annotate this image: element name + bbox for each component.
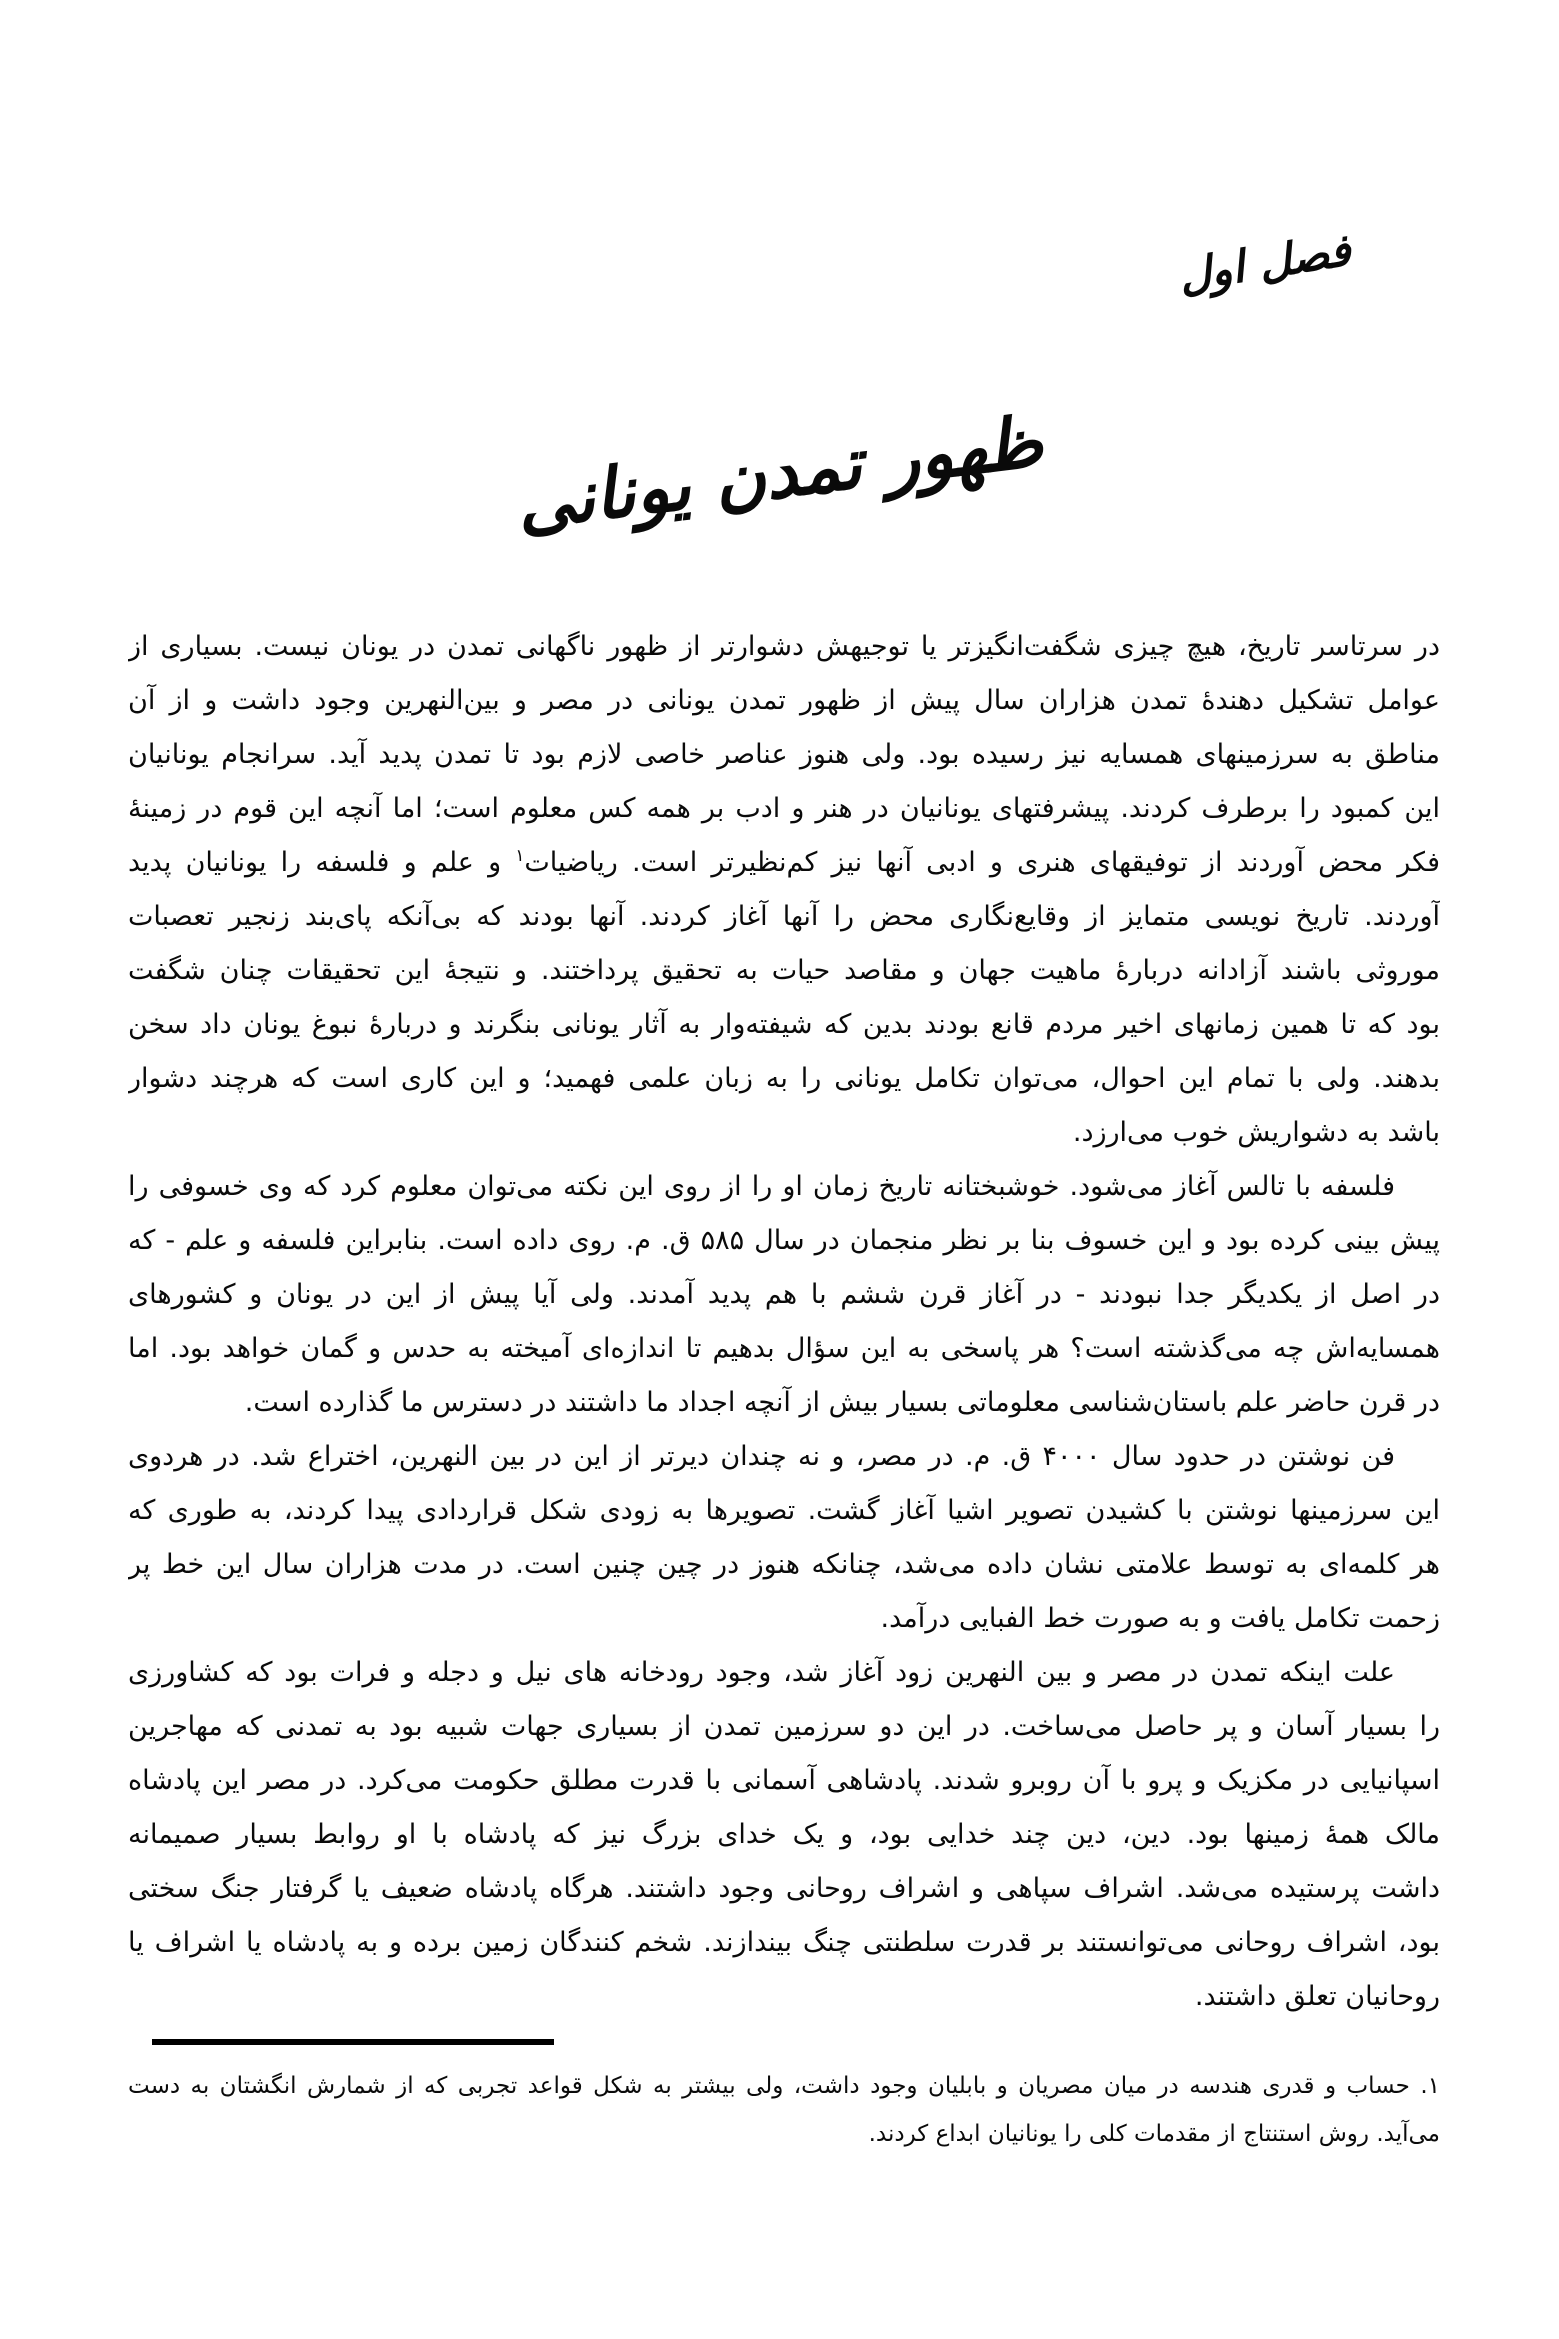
- body-line: فلسفه با تالس آغاز می‌شود. خوشبختانه تاریخ زمان او را از روی این نکته می‌توان معلوم کرد که وی خسوفی را: [128, 1171, 1395, 1202]
- body-line: زحمت تکامل یافت و به صورت خط الفبایی درآمد.: [880, 1603, 1440, 1634]
- body-line: بدهند. ولی با تمام این احوال، می‌توان تکامل یونانی را به زبان علمی فهمید؛ و این کاری است که هرچند دشوار: [128, 1063, 1440, 1094]
- body-line: هر کلمه‌ای به توسط علامتی نشان داده می‌شد، چنانکه هنوز در چین چنین است. در مدت هزاران سال این خط پر: [128, 1549, 1440, 1580]
- body-line: این کمبود را برطرف کردند. پیشرفتهای یونانیان در هنر و ادب بر همه کس معلوم است؛ اما آنچه این قوم در زمینهٔ: [128, 793, 1440, 824]
- footnote-separator: [152, 2039, 554, 2045]
- footnote: [128, 2062, 1440, 2158]
- body-line: در سرتاسر تاریخ، هیچ چیزی شگفت‌انگیزتر یا توجیهش دشوارتر از ظهور ناگهانی تمدن در یونان نیست. بسیاری از: [128, 631, 1440, 662]
- body-line: باشد به دشواریش خوب می‌ارزد.: [1072, 1117, 1440, 1148]
- body-line: عوامل تشکیل دهندهٔ تمدن هزاران سال پیش از ظهور تمدن یونانی در مصر و بین‌النهرین وجود داشت و از آن: [128, 685, 1440, 716]
- body-line: در قرن حاضر علم باستان‌شناسی معلوماتی بسیار بیش از آنچه اجداد ما داشتند در دسترس ما گذارده است.: [244, 1387, 1440, 1418]
- body-line: [128, 836, 1440, 890]
- body-line: بود، اشراف روحانی می‌توانستند بر قدرت سلطنتی چنگ بیندازند. شخم کنندگان زمین برده و به پادشاه یا اشراف یا: [128, 1927, 1440, 1958]
- body-line: آوردند. تاریخ نویسی متمایز از وقایع‌نگاری محض را آنها آغاز کردند. آنها بودند که بی‌آنکه پای‌بند زنجیر تعصبات: [128, 901, 1440, 932]
- body-line: مناطق به سرزمینهای همسایه نیز رسیده بود. ولی هنوز عناصر خاصی لازم بود تا تمدن پدید آید. سرانجام یونانیان: [128, 739, 1440, 770]
- body-line-text: و علم و فلسفه را یونانیان پدید: [128, 847, 516, 878]
- footnote-line: می‌آید. روش استنتاج از مقدمات کلی را یونانیان ابداع کردند.: [868, 2121, 1440, 2147]
- body-line: را بسیار آسان و پر حاصل می‌ساخت. در این دو سرزمین تمدن از بسیاری جهات شبیه بود به تمدنی که مهاجرین: [128, 1711, 1440, 1742]
- body-line: داشت پرستیده می‌شد. اشراف سپاهی و اشراف روحانی وجود داشتند. هرگاه پادشاه ضعیف یا گرفتار جنگ سختی: [128, 1873, 1440, 1904]
- paragraph: [128, 620, 1440, 1160]
- body-line: اسپانیایی در مکزیک و پرو با آن روبرو شدند. پادشاهی آسمانی با قدرت مطلق حکومت می‌کرد. در مصر این پادشاه: [128, 1765, 1440, 1796]
- body-line: موروثی باشند آزادانه دربارهٔ ماهیت جهان و مقاصد حیات به تحقیق پرداختند. و نتیجهٔ این تحقیقات چنان شگفت: [128, 955, 1440, 986]
- body-line: بود که تا همین زمانهای اخیر مردم قانع بودند بدین که شیفته‌وار به آثار یونانی بنگرند و دربارهٔ نبوغ یونان داد سخن: [128, 1009, 1440, 1040]
- paragraph: [128, 1160, 1440, 1430]
- body-line: علت اینکه تمدن در مصر و بین النهرین زود آغاز شد، وجود رودخانه های نیل و دجله و فرات بود که کشاورزی: [128, 1657, 1395, 1688]
- page-title: ظهور تمدن یونانی: [511, 400, 1048, 546]
- paragraph: [128, 1430, 1440, 1646]
- footnote-line: ۱. حساب و قدری هندسه در میان مصریان و بابلیان وجود داشت، ولی بیشتر به شکل قواعد تجربی که از شمارش انگشتان به دست: [128, 2073, 1440, 2099]
- body-line: این سرزمینها نوشتن با کشیدن تصویر اشیا آغاز گشت. تصویرها به زودی شکل قراردادی پیدا کردند، به طوری که: [128, 1495, 1440, 1526]
- body-line: پیش بینی کرده بود و این خسوف بنا بر نظر منجمان در سال ۵۸۵ ق. م. روی داده است. بنابراین فلسفه و علم - که: [128, 1225, 1440, 1256]
- body-text: [128, 620, 1440, 2024]
- body-line-text: فکر محض آوردند از توفیقهای هنری و ادبی آنها نیز کم‌نظیرتر است. ریاضیات: [524, 847, 1440, 878]
- body-line: در اصل از یکدیگر جدا نبودند - در آغاز قرن ششم با هم پدید آمدند. ولی آیا پیش از این در یونان و کشورهای: [128, 1279, 1440, 1310]
- body-line: مالک همهٔ زمینها بود. دین، دین چند خدایی بود، و یک خدای بزرگ نیز که پادشاه با او روابط بسیار صمیمانه: [128, 1819, 1440, 1850]
- paragraph: [128, 1646, 1440, 2024]
- body-line: فن نوشتن در حدود سال ۴۰۰۰ ق. م. در مصر، و نه چندان دیرتر از این در بین النهرین، اختراع شد. در هردوی: [128, 1441, 1395, 1472]
- body-line: روحانیان تعلق داشتند.: [1194, 1981, 1440, 2012]
- footnote-ref: ۱: [515, 845, 525, 865]
- body-line: همسایه‌اش چه می‌گذشته است؟ هر پاسخی به این سؤال بدهیم تا اندازه‌ای آمیخته به حدس و گمان خواهد بود. اما: [128, 1333, 1440, 1364]
- chapter-label: فصل اول: [1174, 224, 1354, 303]
